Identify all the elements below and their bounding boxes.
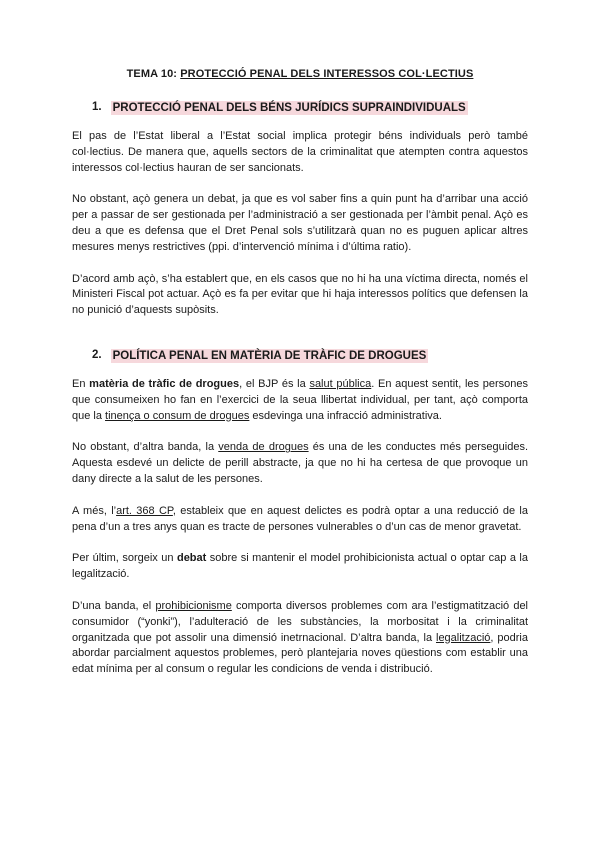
text-run: sobre si mantenir el model prohibicionista actual o optar cap a la legalització. <box>72 552 528 581</box>
underlined-term: legalització <box>436 631 491 644</box>
text-run: No obstant, d’altra banda, la <box>72 441 219 454</box>
section-1-title: PROTECCIÓ PENAL DELS BÉNS JURÍDICS SUPRAINDIVIDUALS <box>112 102 466 114</box>
text-run: comporta diversos problemes com ara l’estigmatització del consumidor (“yonki”), l’adulteració de les substàncies, la morbositat i la criminalitat organitzada que pot assolir una dimensió inetrnacional. D’altra banda, la <box>72 599 529 644</box>
text-run: esdevinga una infracció administrativa. <box>249 409 442 422</box>
underlined-term: art. 368 CP <box>116 504 173 517</box>
text-run: és una de les conductes més perseguides. Aquesta esdevé un delicte de perill abstracte, ja que no hi ha certesa de que provoque un dany directe a la salut de les persones. <box>72 441 528 485</box>
section-1-number: 1. <box>92 101 102 113</box>
underlined-term: prohibicionisme <box>155 599 232 612</box>
bold-term: debat <box>176 552 207 565</box>
text-run: , estableix que en aquest delictes es podrà optar a una reducció de la pena d’un a tres anys quan es tracte de persones vulnerables o d’un cas de menor gravetat. <box>72 504 528 533</box>
text-run: , podria abordar parcialment aquestos problemes, però plantejaria noves qüestions com establir una edat mínima per al consum o regular les condicions de venda i distribució. <box>72 631 528 676</box>
text-run: Per últim, sorgeix un <box>72 552 177 565</box>
section-1-paragraph-2: No obstant, açò genera un debat, ja que es vol saber fins a quin punt ha d’arribar una acció per a passar de ser gestionada per l’administració a ser gestionada per l’àmbit penal. Açò es deu a que es defensa que el Dret Penal sols s’utilitzarà quan no es puguen aplicar altres mesures menys restrictives (ppi. d’intervenció mínima i d’última ratio). <box>72 193 528 253</box>
section-2-number: 2. <box>92 348 102 361</box>
section-1-paragraph-1: El pas de l’Estat liberal a l’Estat social implica protegir béns individuals però també col·lectius. De manera que, aquells sectors de la criminalitat que atempten contra aquestos interessos col·lectius hauran de ser sancionats. <box>72 130 528 174</box>
section-2-paragraph-1 <box>72 377 528 424</box>
section-2-paragraph-5 <box>72 599 528 678</box>
text-run: , el BJP és la <box>239 377 310 390</box>
title-prefix: TEMA 10: <box>126 68 181 80</box>
section-2-paragraph-3 <box>72 504 528 536</box>
underlined-term: venda de drogues <box>218 441 309 454</box>
underlined-term: tinença o consum de drogues <box>105 409 250 422</box>
text-run: D’una banda, el <box>72 599 156 612</box>
section-2-heading <box>92 349 528 363</box>
page-title <box>72 68 528 80</box>
title-underlined: PROTECCIÓ PENAL DELS INTERESSOS COL·LECTIUS <box>180 68 474 80</box>
section-2-title: POLÍTICA PENAL EN MATÈRIA DE TRÀFIC DE DROGUES <box>112 349 427 362</box>
bold-term: matèria de tràfic de drogues <box>89 377 240 390</box>
section-1-paragraph-3: D’acord amb açò, s’ha establert que, en els casos que no hi ha una víctima directa, només el Ministeri Fiscal pot actuar. Açò es fa per evitar que hi haja interessos polítics que defensen la no punició d’aquests supòsits. <box>72 272 528 317</box>
underlined-term: salut pública <box>309 377 372 390</box>
section-1-heading <box>92 101 528 115</box>
text-run: . En aquest sentit, les persones que consumeixen ho fan en l’exercici de la seua llibertat individual, per tant, açò comporta que la <box>72 377 528 422</box>
section-2-paragraph-4 <box>72 551 528 583</box>
section-spacer <box>72 335 528 349</box>
section-2-paragraph-2 <box>72 440 528 487</box>
text-run: A més, l’ <box>72 504 117 517</box>
text-run: En <box>72 377 90 390</box>
